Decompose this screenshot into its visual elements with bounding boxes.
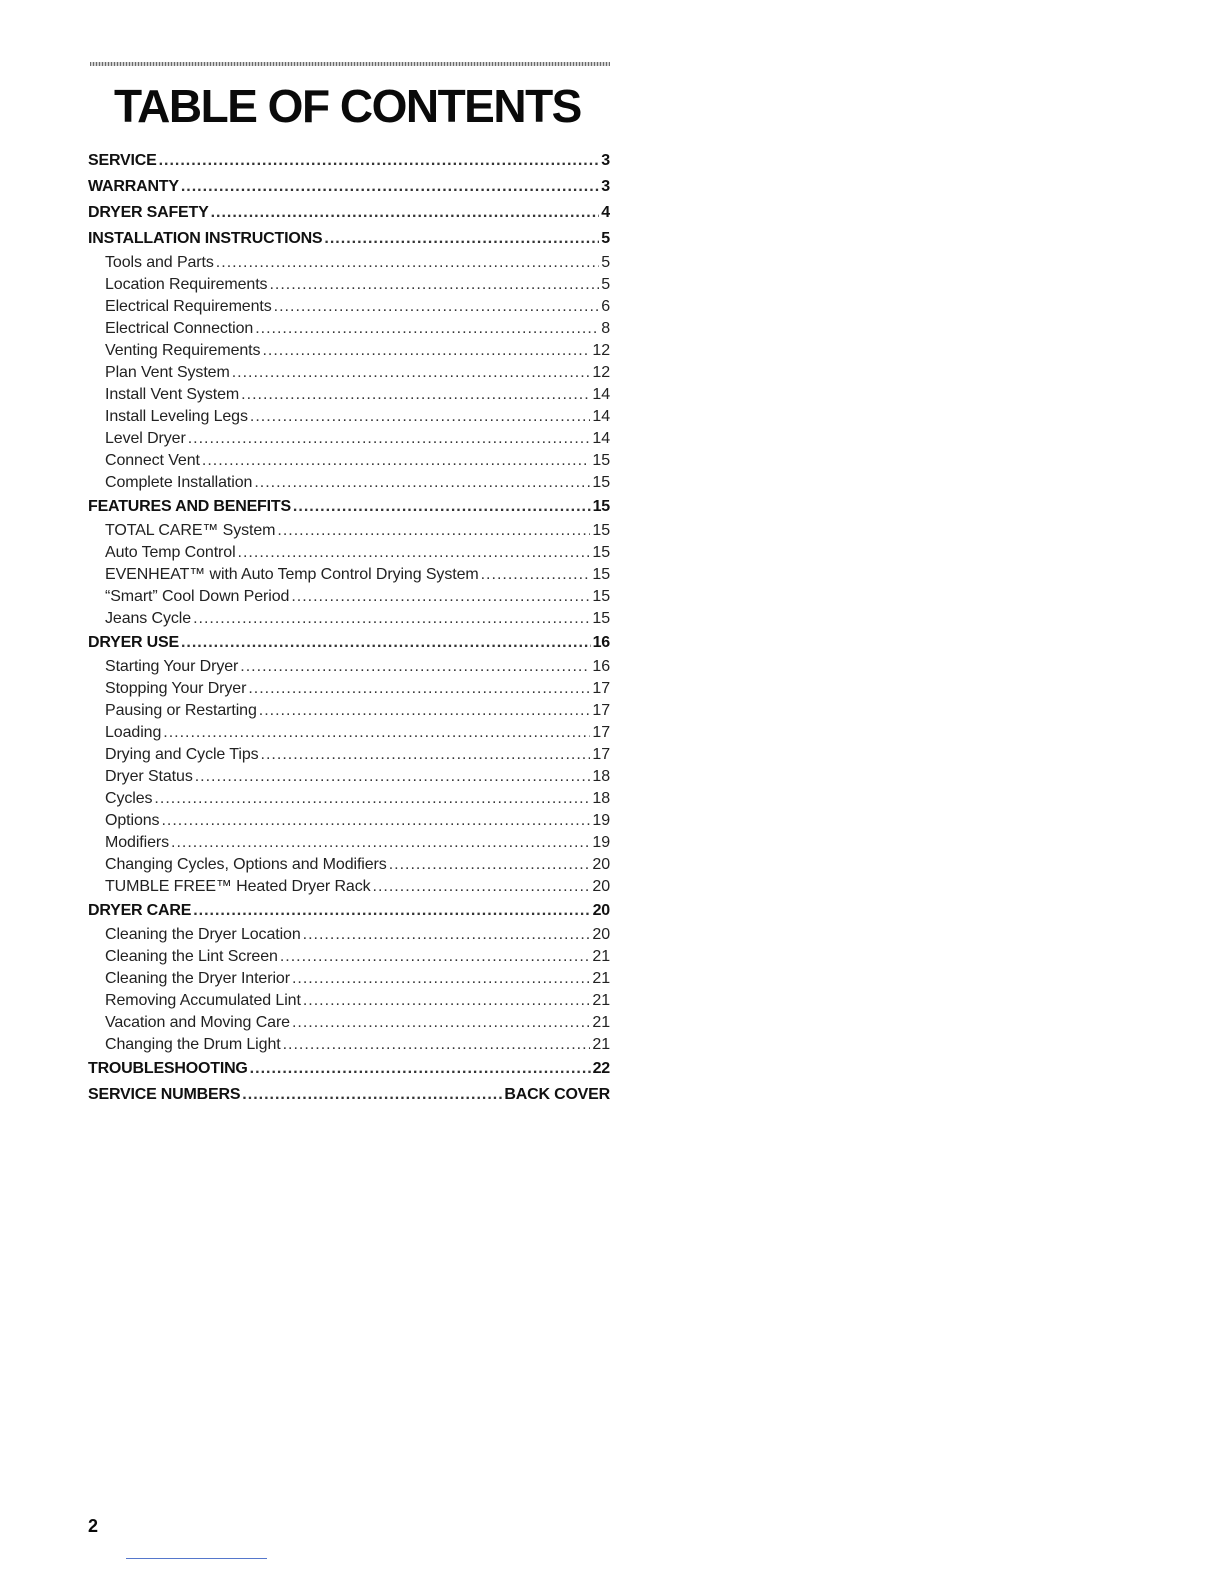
dot-leader	[154, 788, 590, 810]
dot-leader	[250, 406, 591, 428]
toc-subsection-entry[interactable]	[88, 968, 610, 990]
toc-entry-page: 3	[601, 178, 610, 195]
toc-entry-label: TROUBLESHOOTING	[88, 1060, 248, 1077]
toc-section-entry[interactable]	[88, 898, 610, 924]
toc-entry-page: 15	[592, 588, 610, 605]
toc-subsection-entry[interactable]	[88, 788, 610, 810]
toc-entry-label: Drying and Cycle Tips	[105, 746, 259, 763]
toc-subsection-entry[interactable]	[88, 1012, 610, 1034]
toc-entry-label: Electrical Connection	[105, 320, 254, 337]
toc-subsection-entry[interactable]	[88, 274, 610, 296]
toc-entry-label: Loading	[105, 724, 162, 741]
toc-subsection-entry[interactable]	[88, 990, 610, 1012]
toc-entry-page: 8	[601, 320, 610, 337]
toc-entry-page: 20	[592, 878, 610, 895]
toc-entry-label: Changing Cycles, Options and Modifiers	[105, 856, 387, 873]
dot-leader	[159, 148, 600, 174]
dot-leader	[254, 472, 590, 494]
dot-leader	[259, 700, 591, 722]
dot-leader	[248, 678, 590, 700]
dot-leader	[292, 968, 590, 990]
toc-entry-label: Tools and Parts	[105, 254, 214, 271]
toc-section-entry[interactable]	[88, 226, 610, 252]
toc-subsection-entry[interactable]	[88, 362, 610, 384]
dot-leader	[171, 832, 590, 854]
toc-subsection-entry[interactable]	[88, 678, 610, 700]
dot-leader	[389, 854, 591, 876]
toc-entry-label: DRYER SAFETY	[88, 204, 209, 221]
toc-entry-page: 15	[592, 544, 610, 561]
toc-entry-label: Electrical Requirements	[105, 298, 272, 315]
toc-entry-label: Options	[105, 812, 160, 829]
toc-entry-label: Changing the Drum Light	[105, 1036, 281, 1053]
dot-leader	[293, 494, 591, 520]
dot-leader	[274, 296, 600, 318]
toc-entry-page: 15	[592, 610, 610, 627]
toc-entry-page: 17	[592, 746, 610, 763]
toc-entry-page: 16	[592, 658, 610, 675]
dot-leader	[250, 1056, 591, 1082]
toc-entry-page: 15	[592, 566, 610, 583]
toc-entry-page: 15	[592, 452, 610, 469]
dot-leader	[241, 384, 590, 406]
toc-subsection-entry[interactable]	[88, 656, 610, 678]
toc-entry-label: INSTALLATION INSTRUCTIONS	[88, 230, 323, 247]
dot-leader	[161, 810, 590, 832]
dot-leader	[202, 450, 591, 472]
toc-entry-page: 22	[592, 1060, 610, 1077]
toc-subsection-entry[interactable]	[88, 406, 610, 428]
toc-entry-page: 18	[592, 768, 610, 785]
toc-section-entry[interactable]	[88, 174, 610, 200]
toc-entry-label: Modifiers	[105, 834, 170, 851]
toc-entry-label: Stopping Your Dryer	[105, 680, 247, 697]
toc-entry-page: 12	[592, 342, 610, 359]
toc-entry-page: 15	[592, 474, 610, 491]
toc-entry-label: Level Dryer	[105, 430, 186, 447]
dot-leader	[242, 1082, 502, 1108]
page-number: 2	[88, 1516, 99, 1536]
toc-entry-label: WARRANTY	[88, 178, 179, 195]
toc-entry-label: Starting Your Dryer	[105, 658, 239, 675]
toc-entry-label: Cycles	[105, 790, 153, 807]
toc-entry-page: 4	[601, 204, 610, 221]
toc-entry-label: Pausing or Restarting	[105, 702, 257, 719]
toc-entry-page: 21	[592, 1036, 610, 1053]
toc-subsection-entry[interactable]	[88, 832, 610, 854]
dot-leader	[240, 656, 590, 678]
toc-entry-page: 20	[592, 926, 610, 943]
table-of-contents	[88, 148, 610, 1108]
toc-subsection-entry[interactable]	[88, 586, 610, 608]
toc-entry-label: DRYER CARE	[88, 902, 192, 919]
toc-entry-label: Venting Requirements	[105, 342, 261, 359]
toc-entry-page: 20	[592, 856, 610, 873]
toc-entry-page: 20	[592, 902, 610, 919]
dot-leader	[324, 226, 599, 252]
toc-section-entry[interactable]	[88, 494, 610, 520]
toc-entry-page: 5	[601, 276, 610, 293]
toc-entry-label: Connect Vent	[105, 452, 200, 469]
toc-entry-page: 15	[592, 498, 610, 515]
toc-entry-label: Removing Accumulated Lint	[105, 992, 301, 1009]
toc-section-entry[interactable]	[88, 630, 610, 656]
toc-subsection-entry[interactable]	[88, 700, 610, 722]
toc-section-entry[interactable]	[88, 1056, 610, 1082]
toc-entry-page: 5	[601, 230, 610, 247]
toc-subsection-entry[interactable]	[88, 744, 610, 766]
dot-leader	[303, 924, 591, 946]
toc-entry-page: 17	[592, 702, 610, 719]
toc-entry-page: 21	[592, 1014, 610, 1031]
dot-leader	[255, 318, 599, 340]
toc-subsection-entry[interactable]	[88, 854, 610, 876]
toc-entry-label: Cleaning the Dryer Location	[105, 926, 301, 943]
dot-leader	[195, 766, 591, 788]
toc-subsection-entry[interactable]	[88, 450, 610, 472]
toc-entry-label: “Smart” Cool Down Period	[105, 588, 290, 605]
toc-entry-label: TOTAL CARE™ System	[105, 522, 276, 539]
toc-subsection-entry[interactable]	[88, 428, 610, 450]
toc-entry-label: Install Leveling Legs	[105, 408, 248, 425]
toc-subsection-entry[interactable]	[88, 766, 610, 788]
toc-entry-page: 5	[601, 254, 610, 271]
toc-section-entry[interactable]	[88, 200, 610, 226]
toc-entry-page: 15	[592, 522, 610, 539]
toc-entry-page: BACK COVER	[504, 1086, 610, 1103]
toc-entry-label: Cleaning the Dryer Interior	[105, 970, 290, 987]
dot-leader	[280, 946, 591, 968]
toc-subsection-entry[interactable]	[88, 542, 610, 564]
toc-subsection-entry[interactable]	[88, 520, 610, 542]
toc-subsection-entry[interactable]	[88, 876, 610, 898]
toc-subsection-entry[interactable]	[88, 472, 610, 494]
dot-leader	[481, 564, 591, 586]
toc-subsection-entry[interactable]	[88, 608, 610, 630]
toc-entry-label: TUMBLE FREE™ Heated Dryer Rack	[105, 878, 371, 895]
dot-leader	[238, 542, 591, 564]
dot-leader	[181, 630, 591, 656]
toc-entry-label: SERVICE	[88, 152, 157, 169]
toc-entry-label: SERVICE NUMBERS	[88, 1086, 241, 1103]
toc-subsection-entry[interactable]	[88, 384, 610, 406]
footer-rule	[126, 1558, 267, 1559]
dot-leader	[261, 744, 591, 766]
dot-leader	[193, 608, 590, 630]
toc-entry-page: 21	[592, 970, 610, 987]
toc-entry-label: Jeans Cycle	[105, 610, 192, 627]
toc-subsection-entry[interactable]	[88, 722, 610, 744]
toc-subsection-entry[interactable]	[88, 564, 610, 586]
dot-leader	[373, 876, 591, 898]
toc-subsection-entry[interactable]	[88, 318, 610, 340]
toc-entry-page: 14	[592, 430, 610, 447]
toc-entry-page: 18	[592, 790, 610, 807]
dot-leader	[292, 1012, 590, 1034]
page-title: TABLE OF CONTENTS	[114, 80, 581, 132]
toc-subsection-entry[interactable]	[88, 924, 610, 946]
toc-entry-label: EVENHEAT™ with Auto Temp Control Drying System	[105, 566, 479, 583]
dot-leader	[216, 252, 599, 274]
toc-entry-page: 21	[592, 992, 610, 1009]
toc-entry-label: Plan Vent System	[105, 364, 230, 381]
dot-leader	[232, 362, 591, 384]
toc-entry-label: Vacation and Moving Care	[105, 1014, 290, 1031]
dot-leader	[291, 586, 590, 608]
dot-leader	[262, 340, 590, 362]
toc-entry-page: 14	[592, 408, 610, 425]
toc-subsection-entry[interactable]	[88, 810, 610, 832]
toc-entry-label: Cleaning the Lint Screen	[105, 948, 278, 965]
toc-entry-page: 3	[601, 152, 610, 169]
dot-leader	[181, 174, 599, 200]
toc-entry-label: DRYER USE	[88, 634, 179, 651]
dot-leader	[163, 722, 590, 744]
toc-entry-label: Install Vent System	[105, 386, 240, 403]
toc-entry-page: 17	[592, 680, 610, 697]
toc-section-entry[interactable]	[88, 1082, 610, 1108]
toc-entry-label: Dryer Status	[105, 768, 193, 785]
dot-leader	[303, 990, 591, 1012]
toc-section-entry[interactable]	[88, 148, 610, 174]
toc-entry-label: Auto Temp Control	[105, 544, 236, 561]
toc-entry-page: 17	[592, 724, 610, 741]
dot-leader	[188, 428, 591, 450]
toc-entry-page: 12	[592, 364, 610, 381]
toc-subsection-entry[interactable]	[88, 946, 610, 968]
toc-entry-page: 19	[592, 812, 610, 829]
header-rule	[90, 62, 610, 66]
toc-subsection-entry[interactable]	[88, 252, 610, 274]
toc-entry-label: Complete Installation	[105, 474, 253, 491]
dot-leader	[283, 1034, 591, 1056]
toc-entry-label: Location Requirements	[105, 276, 268, 293]
toc-entry-label: FEATURES AND BENEFITS	[88, 498, 291, 515]
toc-entry-page: 21	[592, 948, 610, 965]
toc-entry-page: 19	[592, 834, 610, 851]
toc-entry-page: 6	[601, 298, 610, 315]
dot-leader	[193, 898, 590, 924]
toc-subsection-entry[interactable]	[88, 340, 610, 362]
dot-leader	[211, 200, 600, 226]
toc-subsection-entry[interactable]	[88, 1034, 610, 1056]
dot-leader	[277, 520, 590, 542]
toc-entry-page: 16	[592, 634, 610, 651]
dot-leader	[269, 274, 599, 296]
toc-subsection-entry[interactable]	[88, 296, 610, 318]
toc-entry-page: 14	[592, 386, 610, 403]
